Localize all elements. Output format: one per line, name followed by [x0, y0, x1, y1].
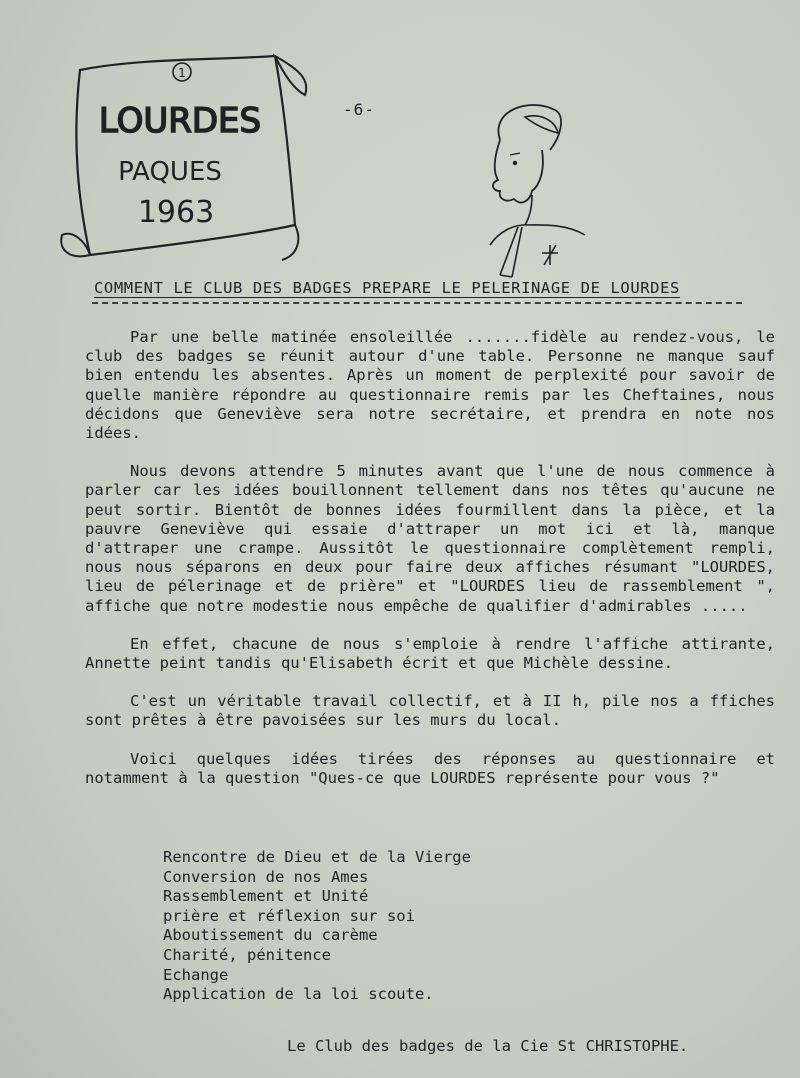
paragraph-5: Voici quelques idées tirées des réponses au questionnaire et notamment à la question "Ques-ce que LOURDES représente pour vous ?" — [85, 749, 775, 787]
list-item: prière et réflexion sur soi — [163, 906, 415, 925]
dashed-divider — [92, 302, 742, 304]
signature: Le Club des badges de la Cie St CHRISTOPHE. — [287, 1037, 689, 1055]
list-item: Charité, pénitence — [163, 945, 331, 964]
list-item: Application de la loi scoute. — [163, 985, 434, 1004]
lourdes-badge-drawing — [50, 50, 310, 275]
list-item: Conversion de nos Ames — [163, 867, 369, 886]
badge-circle-number: 1 — [178, 66, 186, 80]
article-body — [85, 328, 775, 807]
paragraph-3: En effet, chacune de nous s'emploie à rendre l'affiche attirante, Annette peint tandis qu'Elisabeth écrit et que Michèle dessine. — [85, 634, 775, 673]
badge-subtitle: PAQUES — [118, 157, 222, 187]
scout-girl-drawing — [470, 95, 600, 280]
paragraph-2: Nous devons attendre 5 minutes avant que l'une de nous commence à parler car les idées bouillonnent tellement dans nos têtes qu'aucune ne peut sortir. Bientôt de bonnes idées fourmillent dans la pièce, et la pauvre Geneviève qui essaie d'attraper un mot ici et là, manque d'attraper une crampe. Aussitôt le questionnaire complètement rempli, nous nous séparons en deux pour faire deux affiches résumant "LOURDES, lieu de pélerinage et de prière" et "LOURDES lieu de rassemblement ", affiche que notre modestie nous empêche de qualifier d'admirables ..... — [85, 462, 775, 615]
scout-girl-sketch — [470, 95, 600, 280]
badge-year: 1963 — [137, 195, 215, 230]
list-item: Aboutissement du carème — [163, 926, 378, 945]
list-item: Rassemblement et Unité — [163, 887, 369, 906]
paragraph-4: C'est un véritable travail collectif, et à II h, pile nos a ffiches sont prêtes à être pavoisées sur les murs du local. — [85, 692, 775, 730]
list-item: Echange — [163, 965, 229, 984]
paragraph-1: Par une belle matinée ensoleillée .......fidèle au rendez-vous, le club des badges se réunit autour d'une table. Personne ne manque sauf bien entendu les absentes. Après un moment de perplexité pour savoir de quelle manière répondre au questionnaire remis par les Cheftaines, nous décidons que Geneviève sera notre secrétaire, et prendra en note nos idées. — [85, 328, 775, 443]
badge-title: LOURDES — [98, 101, 262, 141]
article-headline: COMMENT LE CLUB DES BADGES PREPARE LE PELERINAGE DE LOURDES — [94, 279, 680, 297]
page-number: -6- — [343, 100, 375, 119]
badge-sketch — [50, 50, 310, 275]
ideas-list — [163, 848, 583, 1005]
list-item: Rencontre de Dieu et de la Vierge — [163, 848, 471, 866]
